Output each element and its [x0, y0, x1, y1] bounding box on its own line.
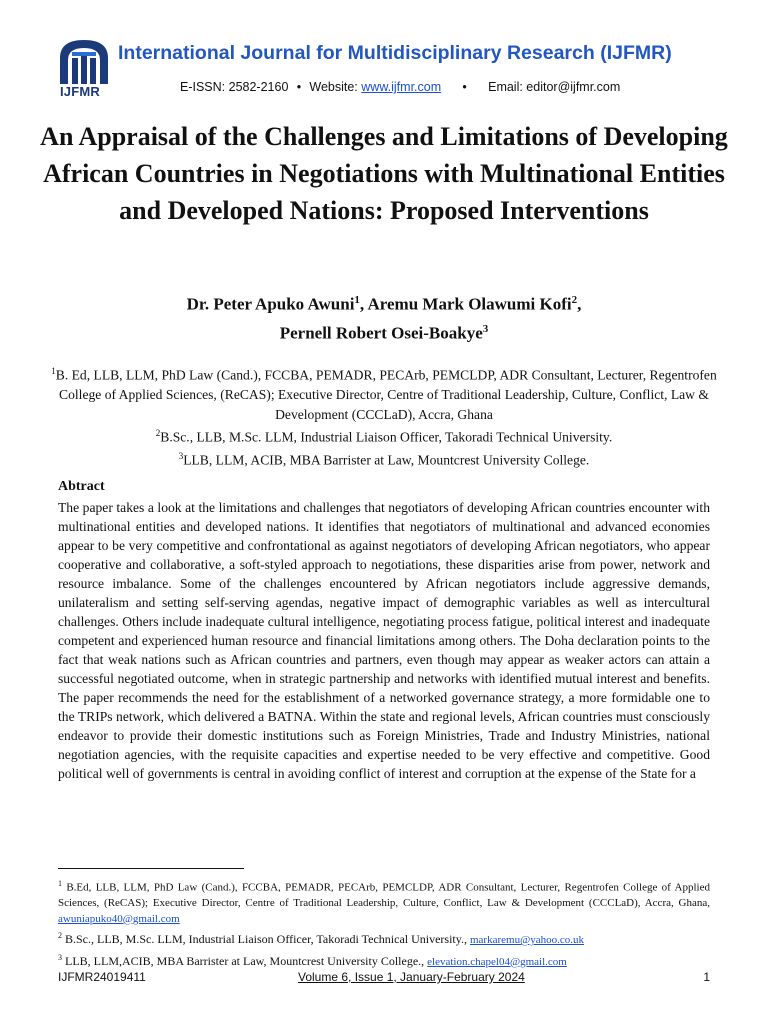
footnotes [58, 876, 710, 971]
journal-name [118, 42, 672, 65]
footnote-text: LLB, LLM,ACIB, MBA Barrister at Law, Mountcrest University College., [65, 953, 425, 968]
affiliation [40, 362, 728, 424]
footnote [58, 928, 710, 949]
bullet-separator: • [296, 80, 302, 94]
journal-header [58, 38, 718, 100]
affiliation [40, 447, 728, 470]
author-sup: 2 [571, 294, 578, 306]
footnote-email-link[interactable]: markaremu@yahoo.co.uk [469, 934, 584, 947]
affiliation-text: B.Sc., LLB, M.Sc. LLM, Industrial Liaison Officer, Takoradi Technical University. [160, 429, 613, 445]
logo-text: IJFMR [60, 84, 100, 99]
footnote-sup: 2 [58, 931, 62, 941]
author-sup: 3 [482, 322, 489, 335]
paper-title: An Appraisal of the Challenges and Limitations of Developing African Countries in Negotiations with Multinational Entities and Developed Nations: Proposed Interventions [40, 122, 728, 225]
author-sup: 1 [354, 294, 360, 306]
footnote-text: B.Ed, LLB, LLM, PhD Law (Cand.), FCCBA, PEMADR, PECArb, PEMCLDP, ADR Consultant, Lecturer, Regentrofen College of Applied Sciences, (ReCAS); Executive Director, Centre of Traditional Leadership, Culture, Conflict, Law & Development (CCCLaD), Accra, Ghana, [58, 881, 710, 910]
affiliation-sup: 1 [51, 366, 56, 376]
paper-id: IJFMR24019411 [58, 970, 146, 984]
volume-info: Volume 6, Issue 1, January-February 2024 [298, 970, 525, 984]
eissn: E-ISSN: 2582-2160 [180, 80, 289, 94]
footnote [58, 950, 710, 971]
footnote-email-link[interactable]: elevation.chapel04@gmail.com [427, 955, 567, 968]
affiliation-text: B. Ed, LLB, LLM, PhD Law (Cand.), FCCBA, PEMADR, PECArb, PEMCLDP, ADR Consultant, Lecturer, Regentrofen College of Applied Sciences, (ReCAS); Executive Director, Centre of Traditional Leadership, Culture, Conflict, Law & Development (CCCLaD), Accra, Ghana [55, 367, 717, 422]
bullet-separator: • [462, 80, 467, 94]
journal-logo [58, 38, 110, 100]
author-name: Aremu Mark Olawumi Kofi [367, 294, 572, 314]
abstract-heading: Abtract [58, 479, 105, 494]
website-link[interactable]: www.ijfmr.com [361, 80, 442, 94]
author-name: Dr. Peter Apuko Awuni [186, 294, 355, 314]
affiliations [40, 362, 728, 470]
page-footer [58, 970, 710, 990]
journal-abbreviation: (IJFMR) [600, 42, 672, 64]
footnote [58, 876, 710, 927]
website-label: Website: [309, 80, 358, 94]
footnote-divider [58, 868, 244, 869]
journal-full-name: International Journal for Multidisciplinary Research [118, 42, 595, 64]
author-separator: , [577, 294, 582, 314]
affiliation-sup: 2 [155, 428, 161, 439]
author-separator: , [359, 294, 368, 314]
footnote-sup: 3 [58, 952, 62, 962]
author-name: Pernell Robert Osei-Boakye [279, 323, 483, 343]
footnote-sup: 1 [58, 879, 62, 888]
affiliation-sup: 3 [178, 451, 184, 462]
columns-logo-icon [58, 38, 110, 86]
author-list [40, 288, 728, 345]
affiliation [40, 424, 728, 447]
affiliation-text: LLB, LLM, ACIB, MBA Barrister at Law, Mountcrest University College. [183, 452, 590, 468]
page-number: 1 [703, 970, 710, 984]
journal-meta [180, 80, 620, 94]
footnote-email-link[interactable]: awuniapuko40@gmail.com [58, 912, 180, 925]
footnote-text: B.Sc., LLB, M.Sc. LLM, Industrial Liaison Officer, Takoradi Technical University., [65, 932, 467, 947]
contact-email: Email: editor@ijfmr.com [488, 80, 621, 94]
abstract-body: The paper takes a look at the limitations and challenges that negotiators of developing African countries encounter with multinational entities and developed nations. It identifies that negotiators of multinational and advanced economies appear to be very competitive and confrontational as against negotiators of developing African negotiators, who appear cooperative and collaborative, a soft-styled approach to negotiations, these disparities arise from power, network and resource imbalance. Some of the challenges encountered by African negotiators include aggressive demands, unilateralism and setting self-serving agendas, negative impact of demographic variables as well as intercultural challenges. Others include inadequate cultural intelligence, negotiating process fatigue, political interest and inadequate competent and experienced human resource and financial limitations among others. The Doha declaration points to the fact that weak nations such as African countries and partners, even though may appear as weaker actors can attain a successful negotiated outcome, when in strategic partnership and networks with identified mutual interest and benefits. The paper recommends the need for the establishment of a networked governance strategy, a more formidable one to the TRIPs network, which delivered a BATNA. Within the state and regional levels, African countries must consciously endeavor to provide their domestic institutions such as Foreign Ministries, Trade and Industry Ministries, national negotiation agencies, with the requisite capacities and expertise needed to be very effective and competitive. Good political well of governments is central in avoiding conflict of interest and corruption at the expense of the State for a [58, 500, 710, 781]
